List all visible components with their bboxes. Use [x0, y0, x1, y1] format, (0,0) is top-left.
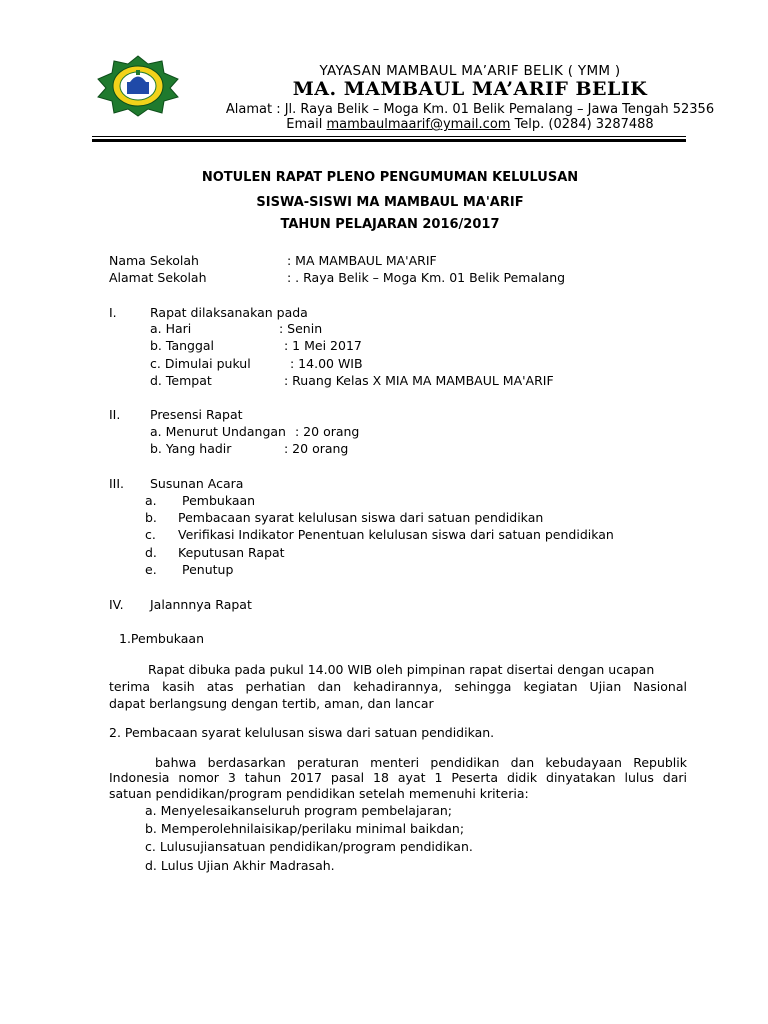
identity-label: Nama Sekolah — [109, 253, 199, 268]
subsection-title: 2. Pembacaan syarat kelulusan siswa dari satuan pendidikan. — [109, 725, 495, 740]
paragraph-line: Rapat dibuka pada pukul 14.00 WIB oleh pimpinan rapat disertai dengan ucapan — [148, 662, 655, 677]
paragraph-line: dapat berlangsung dengan tertib, aman, dan lancar — [109, 696, 434, 711]
header-divider-thick — [92, 139, 686, 142]
contact-line — [170, 117, 768, 132]
doc-title-line-1: NOTULEN RAPAT PLENO PENGUMUMAN KELULUSAN — [201, 170, 579, 185]
attendance-label: b. Yang hadir — [150, 441, 232, 456]
doc-title-line-3: TAHUN PELAJARAN 2016/2017 — [280, 217, 500, 232]
doc-title-line-2: SISWA-SISWI MA MAMBAUL MA'ARIF — [256, 195, 524, 210]
attendance-label: a. Menurut Undangan — [150, 424, 286, 439]
section-number: II. — [109, 407, 121, 422]
identity-label: Alamat Sekolah — [109, 270, 207, 285]
paragraph-line: satuan pendidikan/program pendidikan setelah memenuhi kriteria: — [109, 786, 529, 801]
school-address: Alamat : Jl. Raya Belik – Moga Km. 01 Belik Pemalang – Jawa Tengah 52356 — [225, 102, 715, 117]
agenda-item: Keputusan Rapat — [178, 545, 285, 560]
section-number: III. — [109, 476, 125, 491]
criteria-item: b. Memperolehnilaisikap/perilaku minimal baikdan; — [145, 821, 465, 836]
section-heading: Presensi Rapat — [150, 407, 243, 422]
school-name: MA. MAMBAUL MA’ARIF BELIK — [292, 78, 648, 100]
subsection-title: 1.Pembukaan — [119, 631, 205, 646]
section-heading: Jalannnya Rapat — [150, 597, 252, 612]
meeting-detail-value: : Ruang Kelas X MIA MA MAMBAUL MA'ARIF — [284, 373, 554, 388]
meeting-detail-value: : 14.00 WIB — [290, 356, 363, 371]
paragraph-line: bahwa berdasarkan peraturan menteri pendidikan dan kebudayaan Republik — [155, 755, 687, 770]
identity-value: : . Raya Belik – Moga Km. 01 Belik Pemalang — [287, 270, 566, 285]
attendance-value: : 20 orang — [284, 441, 349, 456]
section-heading: Susunan Acara — [150, 476, 244, 491]
meeting-detail-value: : 1 Mei 2017 — [284, 338, 362, 353]
criteria-item: c. Lulusujiansatuan pendidikan/program pendidikan. — [145, 839, 473, 854]
section-number: I. — [109, 305, 117, 320]
meeting-detail-label: b. Tanggal — [150, 338, 215, 353]
paragraph-line: Indonesia nomor 3 tahun 2017 pasal 18 ayat 1 Peserta didik dinyatakan lulus dari — [109, 770, 687, 785]
agenda-letter: e. — [145, 562, 157, 577]
agenda-item: Penutup — [182, 562, 234, 577]
meeting-detail-label: d. Tempat — [150, 373, 212, 388]
header-divider-thin — [92, 136, 686, 137]
agenda-item: Pembukaan — [182, 493, 256, 508]
phone-number: Telp. (0284) 3287488 — [514, 117, 654, 132]
criteria-item: d. Lulus Ujian Akhir Madrasah. — [145, 858, 335, 873]
meeting-detail-label: c. Dimulai pukul — [150, 356, 251, 371]
identity-value: : MA MAMBAUL MA'ARIF — [287, 253, 437, 268]
agenda-item: Pembacaan syarat kelulusan siswa dari satuan pendidikan — [178, 510, 544, 525]
section-number: IV. — [109, 597, 124, 612]
paragraph-line: terima kasih atas perhatian dan kehadirannya, sehingga kegiatan Ujian Nasional — [109, 679, 687, 694]
email-label: Email — [286, 117, 323, 132]
foundation-name: YAYASAN MAMBAUL MA’ARIF BELIK ( YMM ) — [319, 63, 621, 79]
agenda-letter: a. — [145, 493, 157, 508]
meeting-detail-value: : Senin — [279, 321, 323, 336]
criteria-item: a. Menyelesaikanseluruh program pembelajaran; — [145, 803, 453, 818]
attendance-value: : 20 orang — [295, 424, 360, 439]
section-heading: Rapat dilaksanakan pada — [150, 305, 308, 320]
meeting-detail-label: a. Hari — [150, 321, 192, 336]
agenda-letter: d. — [145, 545, 157, 560]
email-link[interactable]: mambaulmaarif@ymail.com — [326, 117, 511, 132]
agenda-item: Verifikasi Indikator Penentuan kelulusan siswa dari satuan pendidikan — [178, 527, 614, 542]
agenda-letter: b. — [145, 510, 157, 525]
agenda-letter: c. — [145, 527, 156, 542]
